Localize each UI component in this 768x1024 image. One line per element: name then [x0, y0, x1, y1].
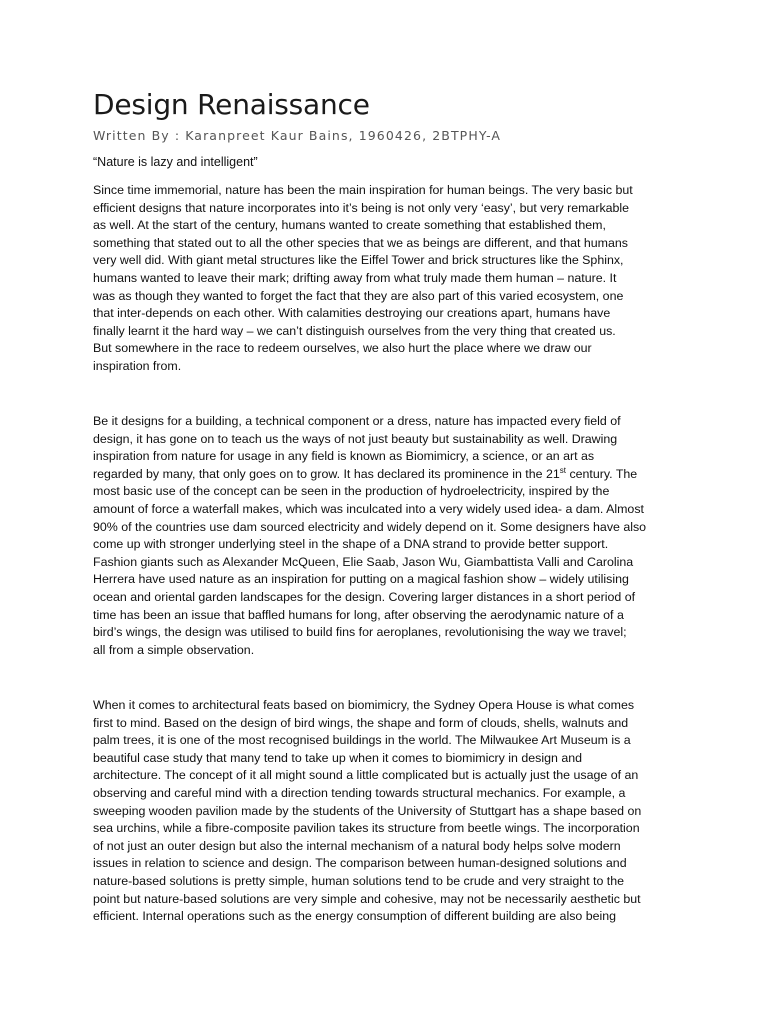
paragraph-2-line-10: Herrera have used nature as an inspiration for putting on a magical fashion show – widely utilising [93, 572, 629, 587]
paragraph-3-line-6: observing and careful mind with a direction tending towards structural mechanics. For example, a [93, 785, 626, 800]
paragraph-3-line-3: palm trees, it is one of the most recognised buildings in the world. The Milwaukee Art Museum is a [93, 733, 631, 748]
paragraph-2-line-7: 90% of the countries use dam sourced electricity and widely depend on it. Some designers have also [93, 519, 647, 534]
paragraph-1-line-5: very well did. With giant metal structures like the Eiffel Tower and brick structures like the Sphinx, [93, 253, 624, 268]
document-title: Design Renaissance [93, 88, 370, 121]
paragraph-3-line-4: beautiful case study that many tend to take up when it comes to biomimicry in design and [93, 750, 583, 765]
paragraph-1-line-3: as well. At the start of the century, humans wanted to create something that established them, [93, 218, 606, 233]
paragraph-1-line-11: inspiration from. [93, 358, 182, 373]
paragraph-2-line-14: all from a simple observation. [93, 642, 255, 657]
paragraph-2-line-11: ocean and oriental garden landscapes for the design. Covering larger distances in a short period of [93, 589, 636, 604]
paragraph-1-line-10: But somewhere in the race to redeem ourselves, we also hurt the place where we draw our [93, 341, 592, 356]
paragraph-2-line-3: inspiration from nature for usage in any field is known as Biomimicry, a science, or an art as [93, 449, 595, 464]
paragraph-2-line-5: most basic use of the concept can be seen in the production of hydroelectricity, inspired by the [93, 484, 610, 499]
paragraph-3-line-13: efficient. Internal operations such as the energy consumption of different building are also being [93, 909, 617, 924]
paragraph-2-line-4-text: regarded by many, that only goes on to grow. It has declared its prominence in the 21 [93, 466, 560, 481]
paragraph-3-line-12: point but nature-based solutions are very simple and cohesive, may not be necessarily aesthetic but [93, 891, 641, 906]
paragraph-3-line-10: issues in relation to science and design. The comparison between human-designed solutions and [93, 856, 627, 871]
paragraph-3 [93, 697, 675, 926]
paragraph-1-line-9: finally learnt it the hard way – we can’t distinguish ourselves from the very thing that created us. [93, 323, 616, 338]
paragraph-2-line-8: come up with stronger underlying steel in the shape of a DNA strand to provide better support. [93, 537, 609, 552]
paragraph-2-line-4-tail: century. The [566, 466, 638, 481]
paragraph-3-line-7: sweeping wooden pavilion made by the students of the University of Stuttgart has a shape based on [93, 803, 642, 818]
paragraph-1-line-7: was as though they wanted to forget the fact that they are also part of this varied ecosystem, one [93, 288, 624, 303]
paragraph-3-line-8: sea urchins, while a fibre-composite pavilion takes its structure from beetle wings. The incorporation [93, 821, 640, 836]
paragraph-1-line-8: that inter-depends on each other. With calamities destroying our creations apart, humans have [93, 306, 611, 321]
document-byline: Written By : Karanpreet Kaur Bains, 1960426, 2BTPHY-A [93, 128, 502, 143]
paragraph-2-line-13: bird’s wings, the design was utilised to build fins for aeroplanes, revolutionising the way we travel; [93, 625, 627, 640]
paragraph-3-line-1: When it comes to architectural feats based on biomimicry, the Sydney Opera House is what comes [93, 698, 635, 712]
paragraph-2-line-12: time has been an issue that baffled humans for long, after observing the aerodynamic nature of a [93, 607, 624, 622]
paragraph-1-line-1: Since time immemorial, nature has been the main inspiration for human beings. The very basic but [93, 183, 633, 197]
paragraph-1 [93, 182, 675, 376]
paragraph-1-line-6: humans wanted to leave their mark; drifting away from what truly made them human – nature. It [93, 270, 617, 285]
paragraph-2-line-6: amount of force a waterfall makes, which was inculcated into a very widely used idea- a dam. Almost [93, 501, 644, 516]
paragraph-3-line-5: architecture. The concept of it all might sound a little complicated but is actually just the usage of an [93, 768, 639, 783]
paragraph-2-line-1: Be it designs for a building, a technical component or a dress, nature has impacted every field of [93, 414, 621, 428]
paragraph-1-line-2: efficient designs that nature incorporates into it’s being is not only very ‘easy’, but very remarkable [93, 200, 630, 215]
superscript-st: st [559, 465, 566, 475]
paragraph-2 [93, 413, 675, 659]
paragraph-3-line-9: of not just an outer design but also the internal mechanism of a natural body helps solve modern [93, 838, 621, 853]
paragraph-2-line-4 [93, 466, 675, 484]
paragraph-2-line-9: Fashion giants such as Alexander McQueen, Elie Saab, Jason Wu, Giambattista Valli and Carolina [93, 554, 634, 569]
paragraph-3-line-2: first to mind. Based on the design of bird wings, the shape and form of clouds, shells, walnuts and [93, 715, 629, 730]
paragraph-1-line-4: something that stated out to all the other species that we as beings are different, and that humans [93, 235, 628, 250]
document-quote: “Nature is lazy and intelligent” [93, 155, 258, 169]
paragraph-3-line-11: nature-based solutions is pretty simple, human solutions tend to be crude and very straight to the [93, 873, 625, 888]
paragraph-2-line-2: design, it has gone on to teach us the ways of not just beauty but sustainability as well. Drawing [93, 431, 618, 446]
